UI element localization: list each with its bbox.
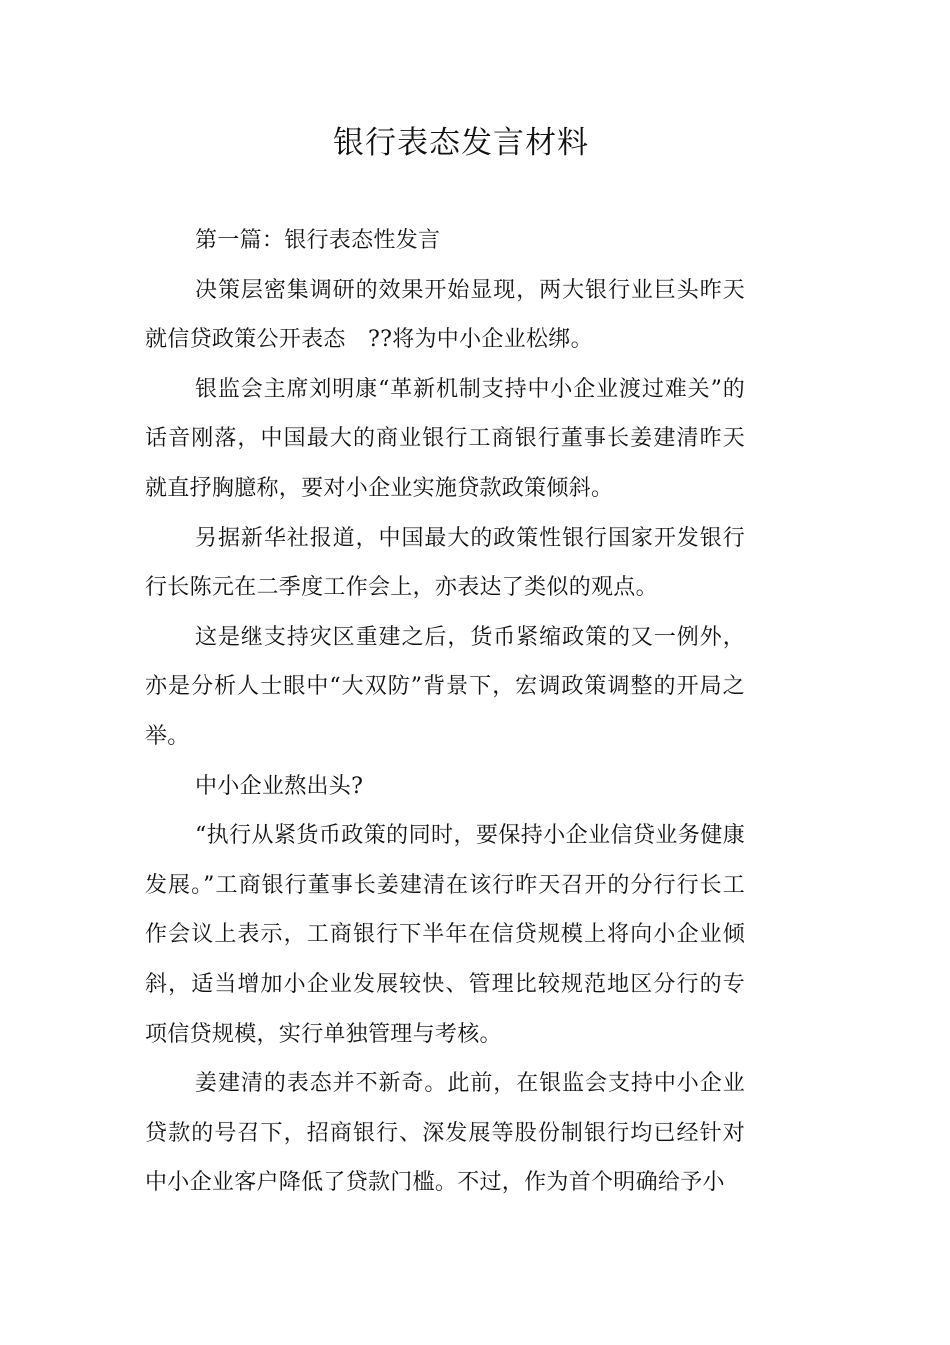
body-paragraph: 银监会主席刘明康“革新机制支持中小企业渡过难关”的话音刚落，中国最大的商业银行工商银行董事长姜建清昨天就直抒胸臆称，要对小企业实施贷款政策倾斜。 <box>145 376 745 501</box>
body-paragraph: 另据新华社报道，中国最大的政策性银行国家开发银行行长陈元在二季度工作会上，亦表达了类似的观点。 <box>145 525 745 601</box>
document-body <box>145 216 745 1208</box>
document-title: 银行表态发言材料 <box>333 125 589 161</box>
section-heading: 第一篇：银行表态性发言 <box>195 228 441 253</box>
body-paragraph: 这是继支持灾区重建之后，货币紧缩政策的又一例外，亦是分析人士眼中“大双防”背景下，宏调政策调整的开局之举。 <box>145 624 745 749</box>
body-paragraph: 决策层密集调研的效果开始显现，两大银行业巨头昨天就信贷政策公开表态 ??将为中小企业松绑。 <box>145 277 745 353</box>
body-paragraph: “执行从紧货币政策的同时，要保持小企业信贷业务健康发展。”工商银行董事长姜建清在该行昨天召开的分行行长工作会议上表示，工商银行下半年在信贷规模上将向小企业倾斜，适当增加小企业发展较快、管理比较规范地区分行的专项信贷规模，实行单独管理与考核。 <box>145 823 745 1047</box>
subheading: 中小企业熬出头? <box>195 773 364 799</box>
body-paragraph: 姜建清的表态并不新奇。此前，在银监会支持中小企业贷款的号召下，招商银行、深发展等股份制银行均已经针对中小企业客户降低了贷款门槛。不过，作为首个明确给予小 <box>145 1071 745 1196</box>
